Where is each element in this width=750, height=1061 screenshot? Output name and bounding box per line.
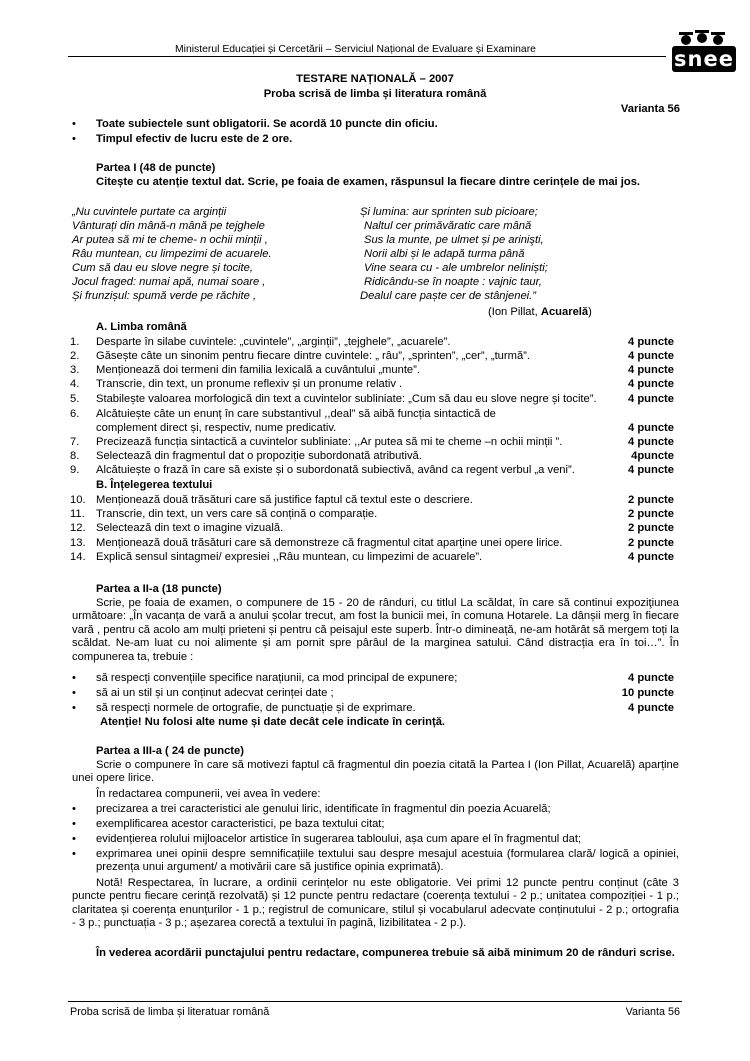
question-points: 4 puncte bbox=[627, 350, 674, 362]
question-points: 4 puncte bbox=[627, 378, 674, 390]
bullet-icon: • bbox=[72, 672, 76, 684]
poem-line: Ar putea să mi te cheme- n ochii minții , bbox=[72, 234, 268, 246]
question-number: 9. bbox=[70, 464, 80, 476]
question-points: 4puncte bbox=[631, 450, 674, 462]
part3-bullet: evidențierea rolului mijloacelor artistice în sugerarea tabloului, așa cum apare el în fragmentul dat; bbox=[96, 833, 582, 845]
attribution-title: Acuarelă bbox=[540, 306, 589, 318]
question-points: 4 puncte bbox=[627, 364, 674, 376]
header-ministry: Ministerul Educației și Cercetării – Serviciul Național de Evaluare și Examinare bbox=[175, 44, 536, 55]
section-b-heading: B. Înțelegerea textului bbox=[96, 479, 213, 491]
bullet-icon: • bbox=[72, 833, 76, 845]
bullet-icon: • bbox=[72, 803, 76, 815]
part2-heading: Partea a II-a (18 puncte) bbox=[96, 583, 222, 595]
footer-left: Proba scrisă de limba și literatuar română bbox=[70, 1006, 270, 1018]
part3-lead: În redactarea compunerii, vei avea în vedere: bbox=[96, 788, 321, 800]
poem-line: „Nu cuvintele purtate ca arginții bbox=[72, 206, 227, 218]
poem-line: Și frunzișul: spumă verde pe răchite , bbox=[72, 290, 257, 302]
question-text: Transcrie, din text, un vers care să conțină o comparație. bbox=[96, 508, 378, 520]
part2-paragraph: Scrie, pe foaia de examen, o compunere de 15 - 20 de rânduri, cu titlul La scăldat, în care să continui expoziţiunea următoare: „În vacanța de vară a anului școlar trecut, am fost la bunicii mei, în comuna Hotarele. La dânșii merg în fiecare vară , pentru că acolo am mulți prieteni și pentru că peisajul este superb. Într-o dimineață, ne-am hotărât să mergem toți la scăldat. Ne-am luat cu noi alimente și am pornit spre pârâul de la marginea satului. Când distracția era în toi…”. În compunerea ta, trebuie : bbox=[72, 597, 679, 663]
part2-bullet: să respecți normele de ortografie, de punctuație și de exprimare. bbox=[96, 702, 416, 714]
question-number: 1. bbox=[70, 336, 80, 348]
question-points: 4 puncte bbox=[627, 422, 674, 434]
rule-item: Timpul efectiv de lucru este de 2 ore. bbox=[96, 133, 293, 145]
question-text: Selectează din text o imagine vizuală. bbox=[96, 522, 284, 534]
question-number: 14. bbox=[70, 551, 86, 563]
question-number: 3. bbox=[70, 364, 80, 376]
question-number: 7. bbox=[70, 436, 80, 448]
part3-final: În vederea acordării punctajului pentru redactare, compunerea trebuie să aibă minimum 20 de rânduri scrise. bbox=[96, 947, 675, 959]
bullet-icon: • bbox=[72, 118, 76, 130]
question-number: 11. bbox=[70, 508, 85, 520]
poem-line: Vine seara cu - ale umbrelor neliniști; bbox=[364, 262, 548, 274]
question-points: 2 puncte bbox=[627, 537, 674, 549]
section-a-heading: A. Limba română bbox=[96, 321, 187, 333]
part2-bullet: să respecți convențiile specifice narațiunii, ca mod principal de expunere; bbox=[96, 672, 458, 684]
poem-line: Sus la munte, pe ulmet și pe arinişti, bbox=[364, 234, 544, 246]
footer-right: Varianta 56 bbox=[625, 1006, 680, 1018]
question-text: Desparte în silabe cuvintele: „cuvintele”, „arginții”, „tejghele”, „acuarele”. bbox=[96, 336, 451, 348]
poem-line: Naltul cer primăvăratic care mână bbox=[364, 220, 532, 232]
bullet-icon: • bbox=[72, 133, 76, 145]
question-number: 6. bbox=[70, 408, 80, 420]
question-points: 4 puncte bbox=[627, 464, 674, 476]
question-points: 2 puncte bbox=[627, 508, 674, 520]
attribution-author: (Ion Pillat, bbox=[488, 306, 541, 318]
question-number: 5. bbox=[70, 393, 80, 405]
part3-bullet: precizarea a trei caracteristici ale genului liric, identificate în fragmentul din poezia Acuarelă; bbox=[96, 803, 551, 815]
logo-text: snee bbox=[672, 46, 736, 72]
question-text: Explică sensul sintagmei/ expresiei ,,Râu muntean, cu limpezimi de acuarele”. bbox=[96, 551, 483, 563]
poem-line: Cum să dau eu slove negre și tocite, bbox=[72, 262, 253, 274]
header-divider bbox=[68, 56, 666, 57]
poem-line: Dealul care paște cer de stânjenei.” bbox=[360, 290, 536, 302]
part3-heading: Partea a III-a ( 24 de puncte) bbox=[96, 745, 244, 757]
part1-instruction: Citește cu atenție textul dat. Scrie, pe foaia de examen, răspunsul la fiecare dintre cerințele de mai jos. bbox=[96, 176, 641, 188]
exam-subtitle: Proba scrisă de limba și literatura română bbox=[263, 88, 487, 100]
question-points: 4 puncte bbox=[627, 393, 674, 405]
question-points: 2 puncte bbox=[627, 522, 674, 534]
question-number: 8. bbox=[70, 450, 80, 462]
poem-attribution bbox=[488, 306, 592, 319]
question-number: 12. bbox=[70, 522, 86, 534]
poem-line: Râu muntean, cu limpezimi de acuarele. bbox=[72, 248, 272, 260]
part2-warning: Atenție! Nu folosi alte nume și date decât cele indicate în cerință. bbox=[100, 716, 446, 728]
footer-divider bbox=[68, 1001, 682, 1002]
poem-line: Și lumina: aur sprinten sub picioare; bbox=[360, 206, 538, 218]
question-text: Alcătuiește o frază în care să existe și o subordonată subiectivă, având ca regent verbul „a veni”. bbox=[96, 464, 575, 476]
exam-title: TESTARE NAȚIONALĂ – 2007 bbox=[296, 73, 454, 85]
attribution-close: ) bbox=[588, 306, 592, 318]
question-number: 4. bbox=[70, 378, 80, 390]
part2-bullet: să ai un stil și un conținut adecvat cerinței date ; bbox=[96, 687, 334, 699]
part3-intro: Scrie o compunere în care să motivezi faptul că fragmentul din poezia citată la Partea I (Ion Pillat, Acuarelă) aparține unei opere lirice. bbox=[72, 759, 679, 785]
question-points: 2 puncte bbox=[627, 494, 674, 506]
poem-line: Ridicându-se în noapte : vajnic taur, bbox=[364, 276, 542, 288]
poem-line: Vânturați din mână-n mână pe tejghele bbox=[72, 220, 265, 232]
part3-bullet: exemplificarea acestor caracteristici, pe baza textului citat; bbox=[96, 818, 385, 830]
part2-points: 4 puncte bbox=[627, 672, 674, 684]
bullet-icon: • bbox=[72, 848, 76, 860]
question-text: complement direct și, respectiv, nume predicativ. bbox=[96, 422, 337, 434]
bullet-icon: • bbox=[72, 687, 76, 699]
question-text: Stabilește valoarea morfologică din text a cuvintelor subliniate: „Cum să dau eu slove negre și tocite”. bbox=[96, 393, 597, 405]
question-points: 4 puncte bbox=[627, 436, 674, 448]
question-text: Precizează funcția sintactică a cuvintelor subliniate: ,,Ar putea să mi te cheme –n ochii minții ”. bbox=[96, 436, 563, 448]
bullet-icon: • bbox=[72, 818, 76, 830]
question-text: Găsește câte un sinonim pentru fiecare dintre cuvintele: „ râu”, „sprinten”, „cer”, „turmă”. bbox=[96, 350, 530, 362]
question-number: 10. bbox=[70, 494, 86, 506]
part1-heading: Partea I (48 de puncte) bbox=[96, 162, 216, 174]
part2-points: 10 puncte bbox=[621, 687, 674, 699]
question-number: 2. bbox=[70, 350, 80, 362]
part3-note: Notă! Respectarea, în lucrare, a ordinii cerințelor nu este obligatorie. Vei primi 12 puncte pentru conținut (câte 3 puncte pentru fiecare cerință rezolvată) și 12 puncte pentru redactare (coerența textului - 2 p.; unitatea compoziției - 1 p.; claritatea și coerența enunțurilor - 1 p.; registrul de comunicare, stilul și vocabularul adecvate conținutului - 2 p.; ortografia - 3 p.; punctuația - 3 p.; așezarea corectă a textului în pagină, lizibilitatea - 2 p.). bbox=[72, 877, 679, 930]
question-text: Menționează doi termeni din familia lexicală a cuvântului „munte”. bbox=[96, 364, 420, 376]
question-text: Transcrie, din text, un pronume reflexiv și un pronume relativ . bbox=[96, 378, 403, 390]
question-text: Alcătuiește câte un enunț în care substantivul ,,deal” să aibă funcția sintactică de bbox=[96, 408, 496, 420]
question-number: 13. bbox=[70, 537, 86, 549]
poem-line: Norii albi și le adapă turma până bbox=[364, 248, 525, 260]
snee-logo bbox=[668, 28, 740, 78]
poem-line: Jocul fraged: numai apă, numai soare , bbox=[72, 276, 266, 288]
part3-bullet: exprimarea unei opinii despre semnificațiile textului sau despre mesajul acestuia (formularea clară/ logică a opiniei, prezența unui argument/ a motivării care să justifice opinia exprimată). bbox=[96, 848, 679, 874]
question-text: Menționează două trăsături care să demonstreze că fragmentul citat aparține unei opere lirice. bbox=[96, 537, 563, 549]
question-points: 4 puncte bbox=[627, 551, 674, 563]
question-text: Menționează două trăsături care să justifice faptul că textul este o descriere. bbox=[96, 494, 473, 506]
rule-item: Toate subiectele sunt obligatorii. Se acordă 10 puncte din oficiu. bbox=[96, 118, 438, 130]
bullet-icon: • bbox=[72, 702, 76, 714]
question-points: 4 puncte bbox=[627, 336, 674, 348]
part2-points: 4 puncte bbox=[627, 702, 674, 714]
variant-label: Varianta 56 bbox=[620, 103, 680, 115]
question-text: Selectează din fragmentul dat o propoziție subordonată atributivă. bbox=[96, 450, 422, 462]
